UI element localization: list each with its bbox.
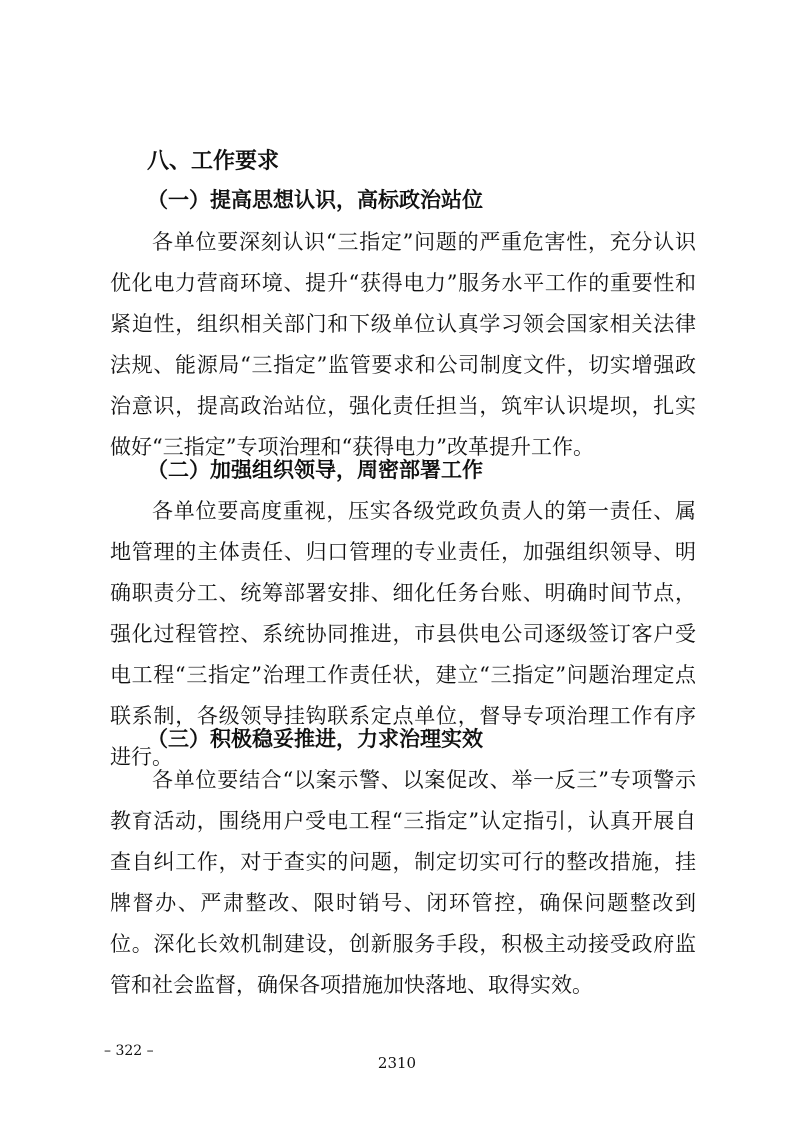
section-heading: 八、工作要求 [147, 149, 280, 174]
page-number: 2310 [377, 1054, 417, 1072]
subsection-title-2: （二）加强组织领导，周密部署工作 [147, 457, 483, 482]
paragraph-2: 各单位要高度重视，压实各级党政负责人的第一责任、属地管理的主体责任、归口管理的专业责任，加强组织领导、明确职责分工、统筹部署安排、细化任务台账、明确时间节点，强化过程管控、系统协同推进，市县供电公司逐级签订客户受电工程“三指定”治理工作责任状，建立“三指定”问题治理定点联系制，各级领导挂钩联系定点单位，督导专项治理工作有序进行。 [110, 499, 696, 769]
page-code: – 322 – [104, 1043, 154, 1059]
paragraph-3: 各单位要结合“以案示警、以案促改、举一反三”专项警示教育活动，围绕用户受电工程“三指定”认定指引，认真开展自查自纠工作，对于查实的问题，制定切实可行的整改措施，挂牌督办、严肃整改、限时销号、闭环管控，确保问题整改到位。深化长效机制建设，创新服务手段，积极主动接受政府监管和社会监督，确保各项措施加快落地、取得实效。 [110, 768, 696, 997]
subsection-title-1: （一）提高思想认识，高标政治站位 [147, 187, 483, 212]
subsection-title-3: （三）积极稳妥推进，力求治理实效 [147, 726, 483, 751]
paragraph-1: 各单位要深刻认识“三指定”问题的严重危害性，充分认识优化电力营商环境、提升“获得电力”服务水平工作的重要性和紧迫性，组织相关部门和下级单位认真学习领会国家相关法律法规、能源局“三指定”监管要求和公司制度文件，切实增强政治意识，提高政治站位，强化责任担当，筑牢认识堤坝，扎实做好“三指定”专项治理和“获得电力”改革提升工作。 [110, 230, 696, 459]
